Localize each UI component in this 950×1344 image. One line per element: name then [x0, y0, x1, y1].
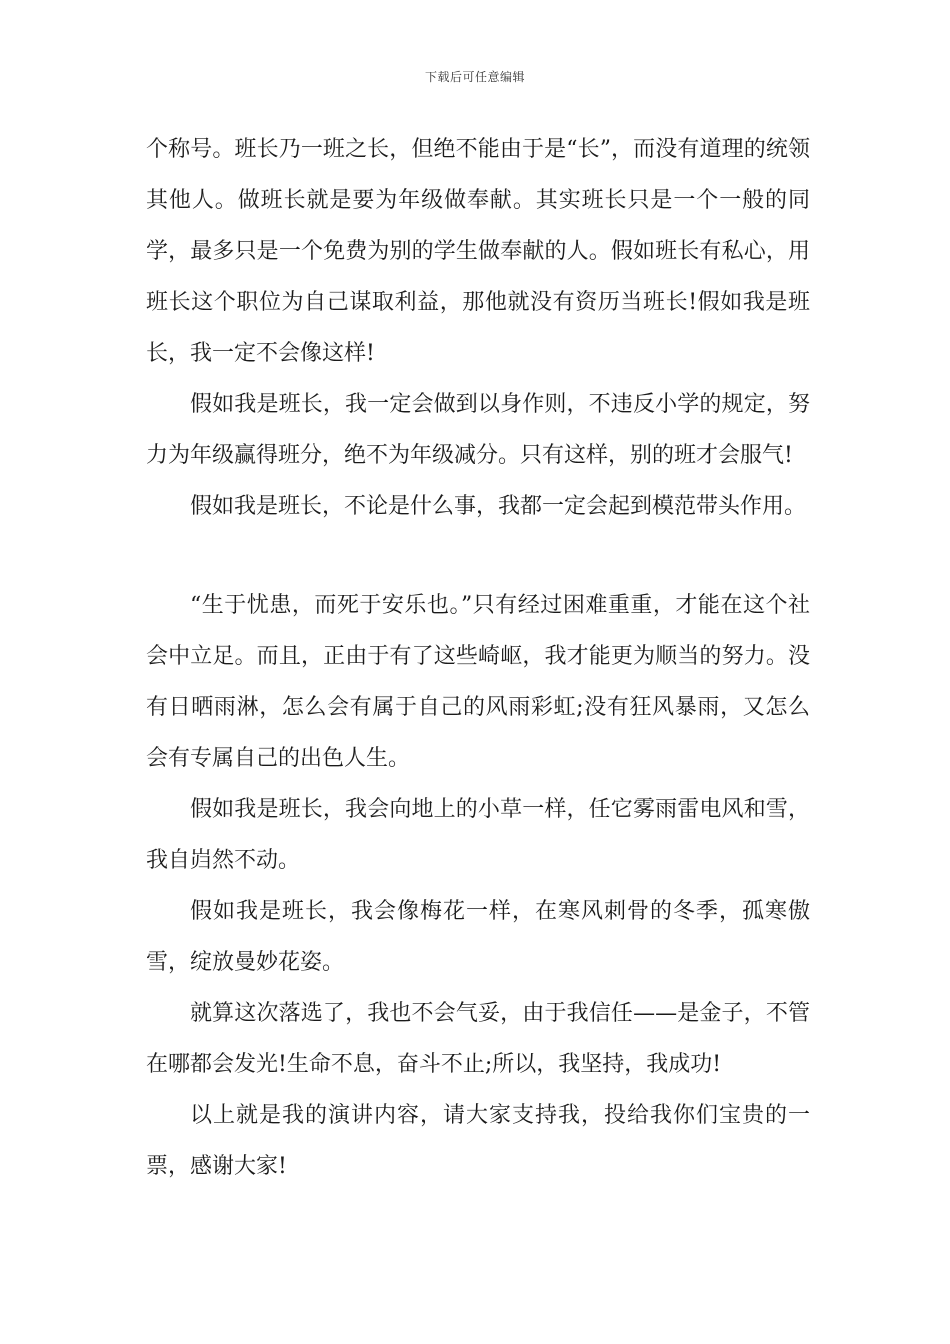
paragraph-8: 以上就是我的演讲内容，请大家支持我，投给我你们宝贵的一票，感谢大家! — [146, 1103, 810, 1179]
paragraph-3: 假如我是班长，不论是什么事，我都一定会起到模范带头作用。 — [190, 494, 807, 519]
paragraph-1: 个称号。班长乃一班之长，但绝不能由于是“长”，而没有道理的统领其他人。做班长就是要为年级做奉献。其实班长只是一个一般的同学，最多只是一个免费为别的学生做奉献的人。假如班长有私心，用班长这个职位为自己谋取利益，那他就没有资历当班长!假如我是班长，我一定不会像这样! — [146, 137, 810, 366]
paragraph-5: 假如我是班长，我会向地上的小草一样，任它雾雨雷电风和雪，我自岿然不动。 — [146, 797, 810, 873]
paragraph-2: 假如我是班长，我一定会做到以身作则，不违反小学的规定，努力为年级赢得班分，绝不为年级减分。只有这样，别的班才会服气! — [146, 392, 810, 468]
paragraph-gap — [146, 532, 810, 580]
paragraph-7: 就算这次落选了，我也不会气妥，由于我信任——是金子，不管在哪都会发光!生命不息，奋斗不止;所以，我坚持，我成功! — [146, 1001, 810, 1077]
page-header: 下载后可任意编辑 — [424, 70, 525, 84]
document-body — [146, 124, 810, 1192]
paragraph-4: “生于忧患，而死于安乐也。”只有经过困难重重，才能在这个社会中立足。而且，正由于有了这些崎岖，我才能更为顺当的努力。没有日晒雨淋，怎么会有属于自己的风雨彩虹;没有狂风暴雨，又怎么会有专属自己的出色人生。 — [146, 593, 810, 771]
paragraph-6: 假如我是班长，我会像梅花一样，在寒风刺骨的冬季，孤寒傲雪，绽放曼妙花姿。 — [146, 899, 810, 975]
